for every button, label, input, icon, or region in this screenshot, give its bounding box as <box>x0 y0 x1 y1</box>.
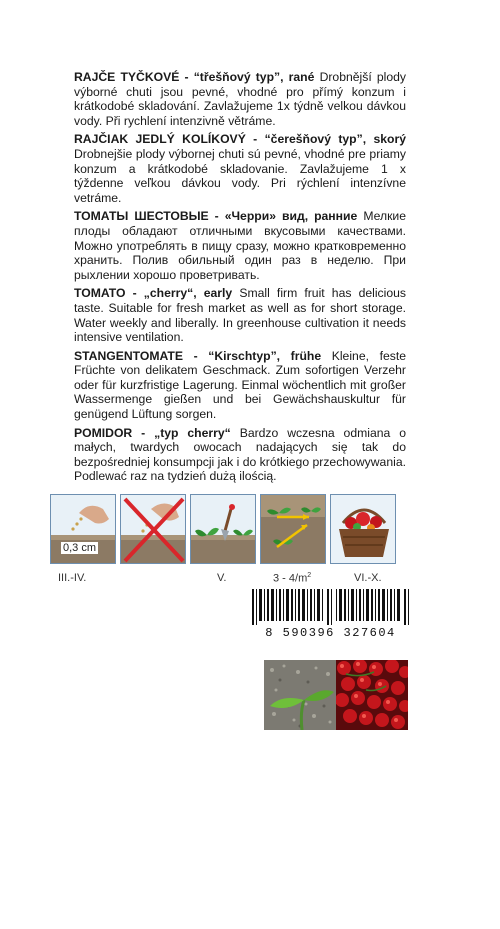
sowing-depth-label: 0,3 cm <box>63 542 97 554</box>
harvest-basket-icon <box>330 494 396 564</box>
heading-slovak: RAJČIAK JEDLÝ KOLÍKOVÝ - “čerešňový typ”, skorý <box>74 132 406 147</box>
no-direct-sowing-icon <box>120 494 186 564</box>
body-czech: Drobnější plody výborné chuti jsou pevné, vhodné pro přímý konzum i krátkodobé skladování. Zavlažujeme 1x týdně velkou dávkou vody. Při rychlení intenzivně větráme. <box>74 70 407 128</box>
barcode-number: 8 590396 327604 <box>265 626 396 640</box>
paragraph-polish <box>74 426 406 484</box>
cherry-tomatoes-photo <box>336 660 408 730</box>
body-russian: Мелкие плоды обладают отличными вкусовыми качествами. Можно употреблять в пищу сразу, можно кратковременно хранить. Полив обильный один раз в неделю. При рыхлении хорошо проветривать. <box>74 209 407 282</box>
heading-polish: POMIDOR - „typ cherry“ <box>74 425 231 440</box>
heading-german: STANGENTOMATE - “Kirschtyp”, frühe <box>74 348 322 363</box>
planting-months: V. <box>217 572 227 584</box>
barcode <box>250 589 411 625</box>
heading-czech: RAJČE TYČKOVÉ - “třešňový typ”, rané <box>74 70 315 84</box>
heading-russian: ТОМАТЫ ШЕСТОВЫЕ - «Черри» вид, ранние <box>74 209 358 224</box>
body-english: Small firm fruit has delicious taste. Suitable for fresh market as well as for short storage. Water weekly and liberally. In greenhouse cultivation it needs intensive ventilation. <box>74 286 406 345</box>
spacing-density-exponent: 2 <box>307 572 312 579</box>
paragraph-english <box>74 286 406 344</box>
seedling-photo <box>264 660 336 730</box>
spacing-density-value: 3 - 4/m <box>273 572 308 585</box>
description-text-block <box>74 70 406 488</box>
body-slovak: Drobnejšie plody výbornej chuti sú pevné, vhodné pre priamy konzum a krátkodobé skladovanie. Zavlažujeme 1 x týždenne veľkou dávkou vody. Pri rýchlení intenzívne vetráme. <box>74 146 406 205</box>
paragraph-slovak <box>74 132 406 205</box>
barcode-bars <box>250 589 411 625</box>
paragraph-russian <box>74 209 406 282</box>
sowing-depth-icon <box>50 494 116 564</box>
harvest-months: VI.-X. <box>354 572 382 584</box>
spacing-density <box>273 572 311 585</box>
plant-spacing-icon <box>260 494 326 564</box>
sowing-months: III.-IV. <box>58 572 87 584</box>
body-german: Kleine, feste Früchte von delikatem Geschmack. Zum sofortigen Verzehr oder für kurzfristige Lagerung. Einmal wöchentlich mit großer Wassermenge gießen und bei Gewächshauskultur für genügend Lüftung sorgen. <box>74 348 407 422</box>
transplant-icon <box>190 494 256 564</box>
cultivation-icons-row <box>50 494 410 566</box>
body-polish: Bardzo wczesna odmiana o małych, twardych owocach nadających się tak do bezpośredniej konsumpcji jak i do krótkiego przechowywania. Podlewać raz na tydzień dużą ilością. <box>74 425 406 484</box>
paragraph-czech <box>74 70 406 128</box>
heading-english: TOMATO - „cherry“, early <box>74 286 233 301</box>
paragraph-german <box>74 349 406 422</box>
